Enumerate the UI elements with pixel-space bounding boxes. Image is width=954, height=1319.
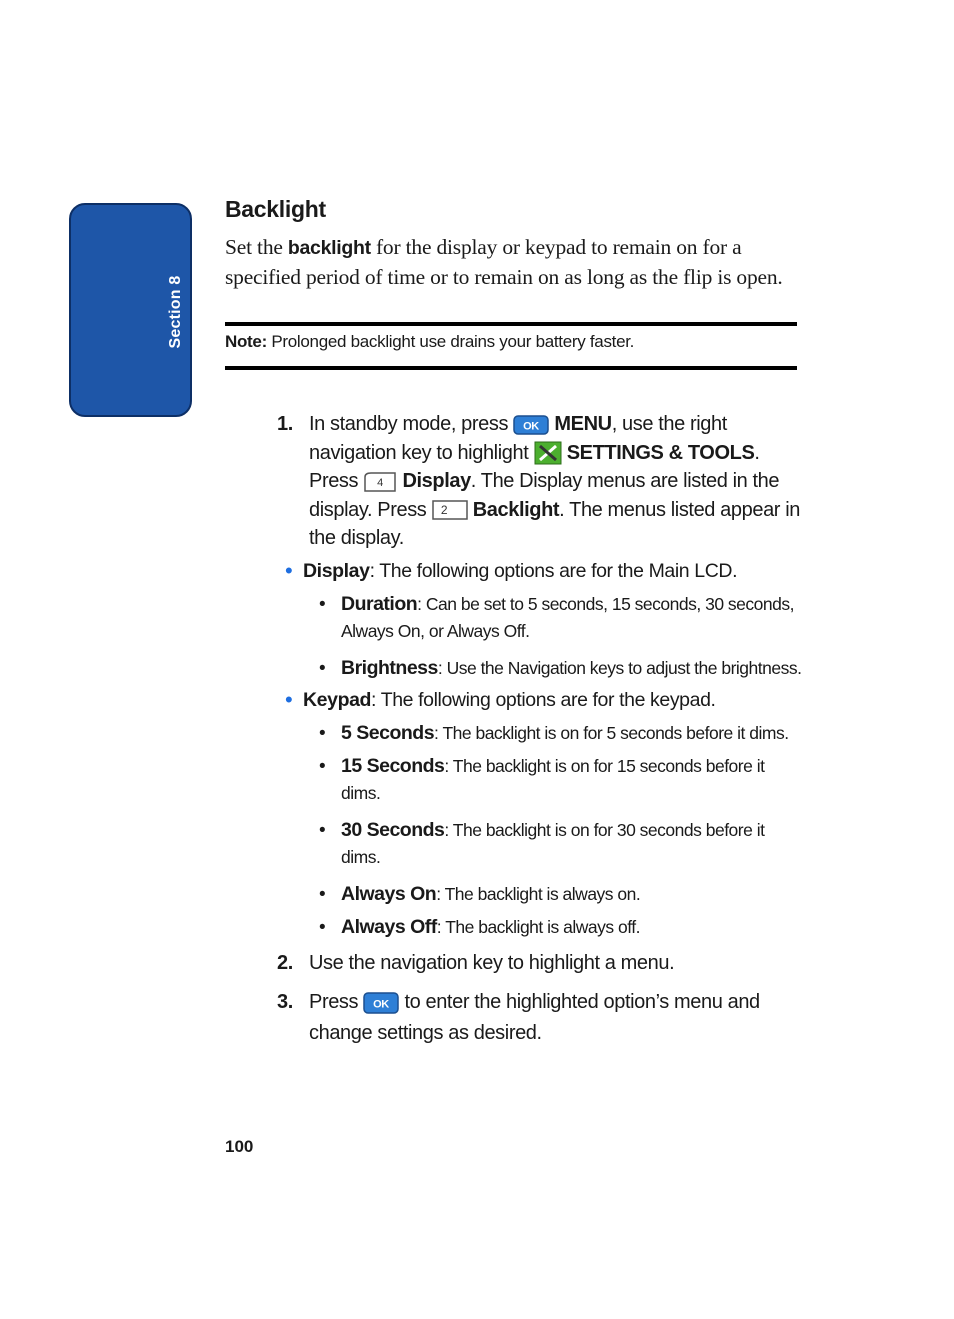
sub-bullet-duration: • Duration: Can be set to 5 seconds, 15 seconds, 30 seconds, Always On, or Always Off. <box>319 592 794 641</box>
note-box <box>225 322 797 370</box>
svg-text:OK: OK <box>373 998 390 1011</box>
step-2: 2. Use the navigation key to highlight a menu. <box>277 951 675 974</box>
sub-bullet-always-on: • Always On: The backlight is always on. <box>319 882 641 905</box>
sub-bullet-15-seconds: • 15 Seconds: The backlight is on for 15 seconds before it dims. <box>319 754 765 803</box>
sub-bullet-always-off: • Always Off: The backlight is always off. <box>319 915 640 938</box>
section-label: Section 8 <box>167 275 184 349</box>
svg-text:OK: OK <box>523 420 540 433</box>
key-2-icon <box>432 499 468 521</box>
sub-bullet-5-seconds: • 5 Seconds: The backlight is on for 5 seconds before it dims. <box>319 721 789 744</box>
sub-bullet-brightness: • Brightness: Use the Navigation keys to adjust the brightness. <box>319 656 802 679</box>
page-number: 100 <box>225 1137 254 1156</box>
svg-text:2: 2 <box>440 503 447 518</box>
note-text: Prolonged backlight use drains your battery faster. <box>266 332 635 351</box>
ok-key-icon <box>363 992 399 1014</box>
svg-text:4: 4 <box>377 476 384 489</box>
note-label: Note: <box>225 332 267 351</box>
ok-key-icon <box>513 415 549 435</box>
settings-tools-icon <box>534 441 562 465</box>
step-1: 1. In standby mode, press OK MENU, use the right navigation key to highlight SETTINGS & TOOLS. Press 4 Display. The Display menus are listed in the display. Press 2 Backlight. The menus listed appear in the display. <box>277 413 800 549</box>
sub-bullet-30-seconds: • 30 Seconds: The backlight is on for 30 seconds before it dims. <box>319 818 765 867</box>
instruction-list <box>277 410 807 1049</box>
main-content <box>225 196 797 370</box>
page-heading: Backlight <box>225 196 326 222</box>
bullet-display: • Display: The following options are for the Main LCD. <box>285 557 738 583</box>
bullet-keypad: • Keypad: The following options are for the keypad. <box>285 686 716 712</box>
step-3: 3. Press OK to enter the highlighted option’s menu and change settings as desired. <box>277 991 760 1044</box>
intro-paragraph: Set the backlight for the display or keypad to remain on for a specified period of time or to remain on as long as the flip is open. <box>225 235 783 289</box>
key-4-icon <box>363 471 397 493</box>
